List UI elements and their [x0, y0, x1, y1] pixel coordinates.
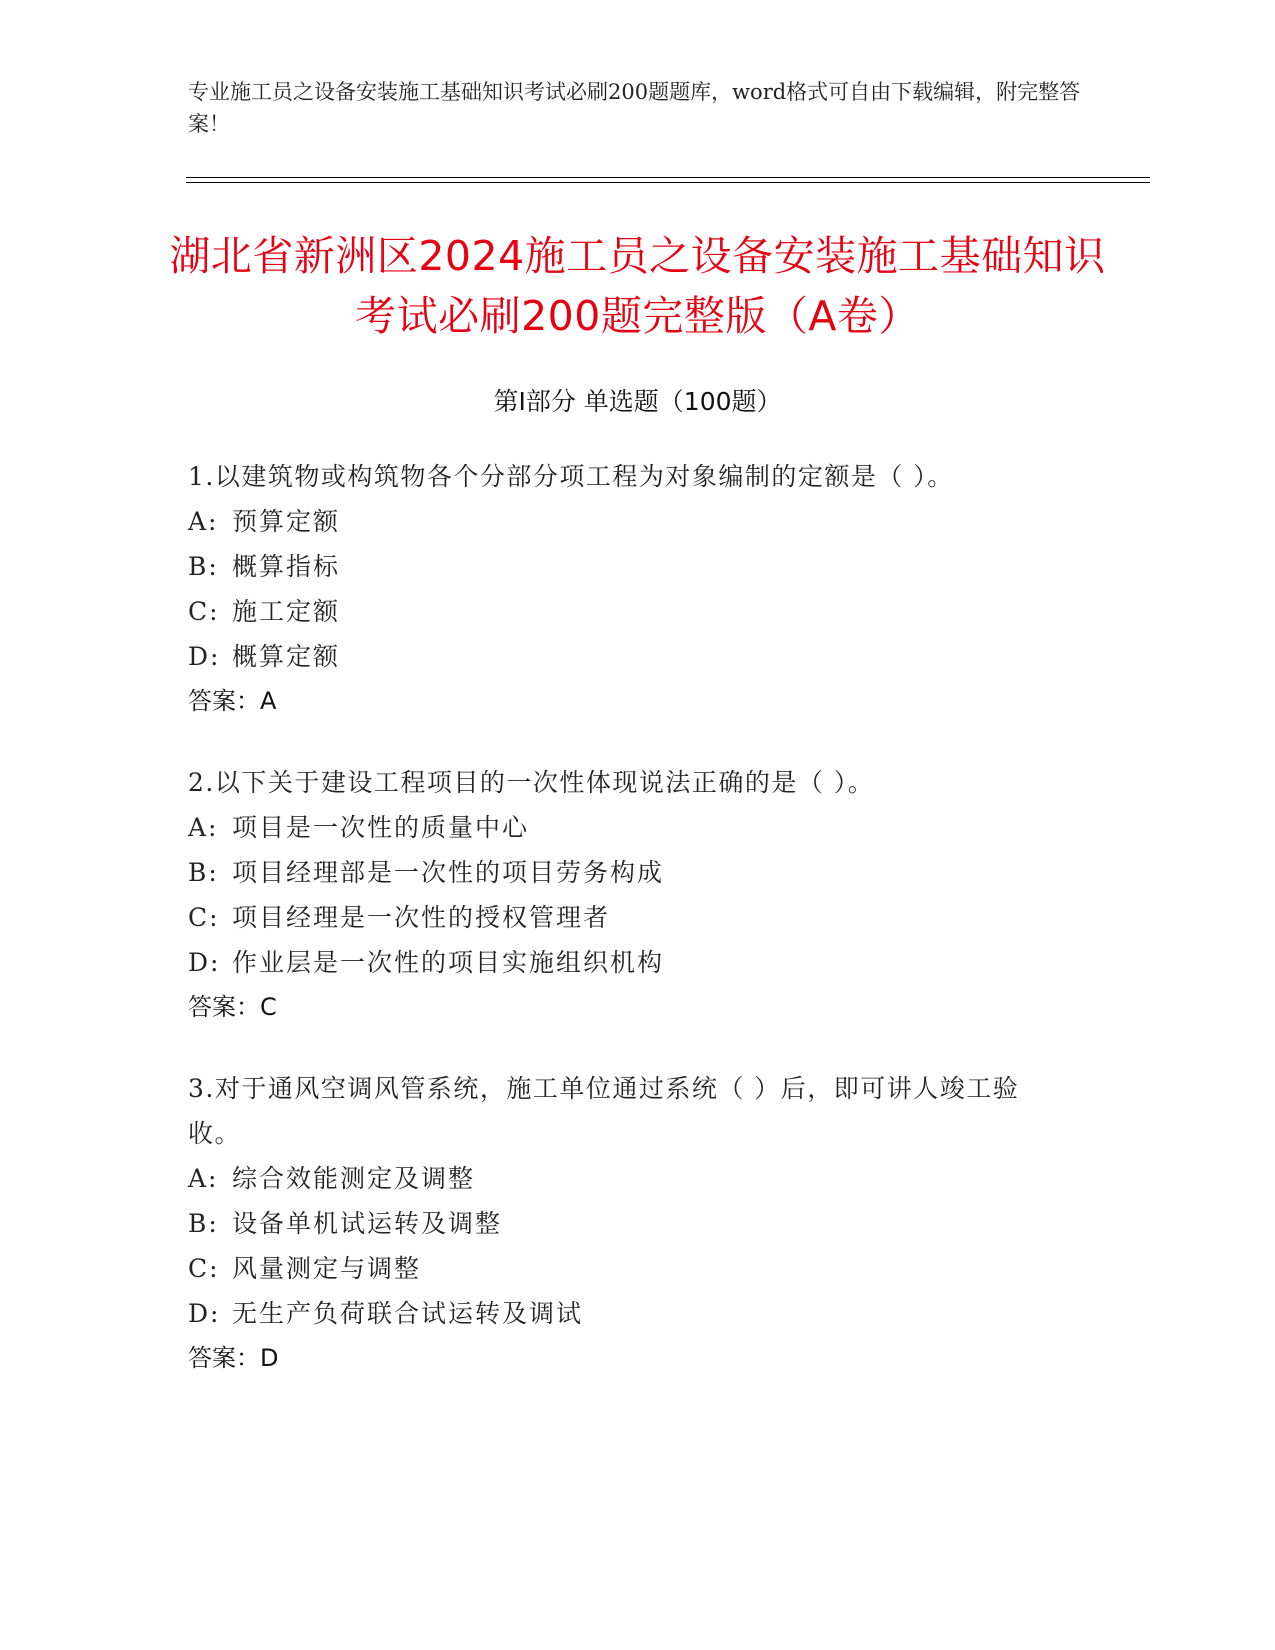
- answer: 答案：D: [188, 1344, 279, 1372]
- option-key: D:: [188, 1299, 221, 1328]
- option-key: C:: [188, 1254, 220, 1283]
- document-title: 湖北省新洲区2024施工员之设备安装施工基础知识考试必刷200题完整版（A卷）: [169, 232, 1106, 340]
- header-divider-top: [186, 177, 1150, 178]
- option-key: C:: [188, 903, 220, 932]
- option-key: A:: [188, 1164, 219, 1193]
- option-b: [188, 1201, 1068, 1246]
- option-key: D:: [188, 642, 221, 671]
- option-key: B:: [188, 858, 219, 887]
- option-key: B:: [188, 552, 219, 581]
- option-key: A:: [188, 507, 219, 536]
- option-key: C:: [188, 597, 220, 626]
- question-1: [188, 454, 1088, 724]
- header-note: 专业施工员之设备安装施工基础知识考试必刷200题题库，word格式可自由下载编辑，附完整答案！: [188, 80, 1081, 136]
- header-divider-bottom: [186, 182, 1150, 183]
- answer: 答案：A: [188, 687, 277, 715]
- option-a: [188, 1156, 1068, 1201]
- section-heading: 第Ⅰ部分 单选题（100题）: [493, 387, 782, 416]
- option-text: 风量测定与调整: [232, 1254, 422, 1283]
- question-stem: 3.对于通风空调风管系统，施工单位通过系统（ ）后，即可讲人竣工验收。: [188, 1074, 1020, 1148]
- option-text: 概算定额: [232, 642, 341, 671]
- option-d: [188, 1291, 1068, 1336]
- option-text: 概算指标: [232, 552, 341, 581]
- option-c: [188, 895, 1088, 940]
- option-c: [188, 1246, 1068, 1291]
- option-d: [188, 940, 1088, 985]
- option-b: [188, 544, 1088, 589]
- option-text: 无生产负荷联合试运转及调试: [232, 1299, 584, 1328]
- option-text: 施工定额: [232, 597, 341, 626]
- answer: 答案：C: [188, 993, 277, 1021]
- question-3: [188, 1066, 1068, 1381]
- option-text: 项目是一次性的质量中心: [232, 813, 530, 842]
- option-d: [188, 634, 1088, 679]
- option-text: 作业层是一次性的项目实施组织机构: [232, 948, 665, 977]
- question-stem: 2.以下关于建设工程项目的一次性体现说法正确的是（ ）。: [188, 768, 875, 797]
- option-b: [188, 850, 1088, 895]
- option-text: 设备单机试运转及调整: [232, 1209, 503, 1238]
- option-text: 项目经理部是一次性的项目劳务构成: [232, 858, 665, 887]
- option-c: [188, 589, 1088, 634]
- option-text: 综合效能测定及调整: [232, 1164, 476, 1193]
- option-a: [188, 805, 1088, 850]
- option-key: B:: [188, 1209, 219, 1238]
- option-text: 项目经理是一次性的授权管理者: [232, 903, 611, 932]
- question-stem: 1.以建筑物或构筑物各个分部分项工程为对象编制的定额是（ ）。: [188, 462, 954, 491]
- option-key: A:: [188, 813, 219, 842]
- question-2: [188, 760, 1088, 1030]
- option-text: 预算定额: [232, 507, 341, 536]
- option-a: [188, 499, 1088, 544]
- option-key: D:: [188, 948, 221, 977]
